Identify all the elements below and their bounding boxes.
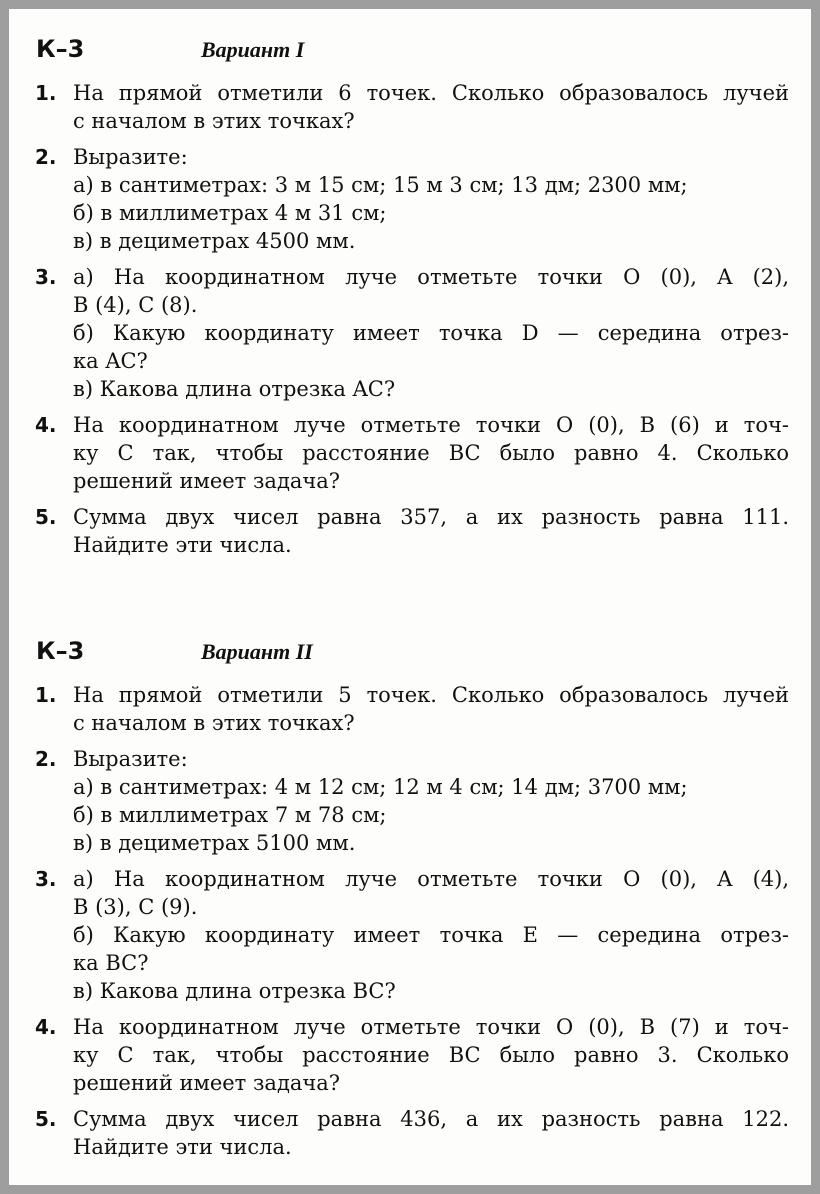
problem-number: 4. xyxy=(35,1015,57,1039)
problem-number: 2. xyxy=(35,747,57,771)
problem-line: б) Какую координату имеет точка E — середина отрез- xyxy=(73,923,789,947)
problem-1 xyxy=(9,681,811,737)
problem-line: Найдите эти числа. xyxy=(73,1135,292,1159)
problem-3 xyxy=(9,263,811,403)
problem-line: в) Какова длина отрезка AC? xyxy=(73,377,396,401)
problem-line: ку C так, чтобы расстояние BC было равно 3. Сколько xyxy=(73,1043,789,1067)
problem-line: б) в миллиметрах 4 м 31 см; xyxy=(73,201,387,225)
problem-line: B (4), C (8). xyxy=(73,293,198,317)
variant-title: Вариант II xyxy=(201,639,313,664)
problem-number: 3. xyxy=(35,265,57,289)
variant-2-section xyxy=(9,629,811,1169)
variant-header xyxy=(9,27,811,79)
problem-2 xyxy=(9,143,811,255)
problem-line: б) Какую координату имеет точка D — середина отрез- xyxy=(73,321,789,345)
test-code: К–3 xyxy=(36,35,85,63)
variant-title: Вариант I xyxy=(201,37,305,62)
problem-line: Выразите: xyxy=(73,145,188,169)
problem-line: б) в миллиметрах 7 м 78 см; xyxy=(73,803,387,827)
problem-line: ку C так, чтобы расстояние BC было равно 4. Сколько xyxy=(73,441,789,465)
problem-5 xyxy=(9,503,811,559)
problem-line: ка BC? xyxy=(73,951,149,975)
problem-number: 5. xyxy=(35,1107,57,1131)
problem-line: в) в дециметрах 4500 мм. xyxy=(73,229,356,253)
problem-line: На прямой отметили 6 точек. Сколько образовалось лучей xyxy=(73,81,789,105)
problem-line: B (3), C (9). xyxy=(73,895,198,919)
problem-number: 3. xyxy=(35,867,57,891)
worksheet-page xyxy=(9,9,811,1185)
problem-line: с началом в этих точках? xyxy=(73,711,355,735)
problem-line: в) в дециметрах 5100 мм. xyxy=(73,831,356,855)
problem-number: 2. xyxy=(35,145,57,169)
problem-2 xyxy=(9,745,811,857)
problem-line: Сумма двух чисел равна 357, а их разность равна 111. xyxy=(73,505,789,529)
problem-number: 1. xyxy=(35,683,57,707)
problem-4 xyxy=(9,411,811,495)
problem-line: а) На координатном луче отметьте точки O (0), A (2), xyxy=(73,265,789,289)
problem-number: 1. xyxy=(35,81,57,105)
problem-5 xyxy=(9,1105,811,1161)
problem-line: Выразите: xyxy=(73,747,188,771)
problem-line: Сумма двух чисел равна 436, а их разность равна 122. xyxy=(73,1107,789,1131)
problem-line: На прямой отметили 5 точек. Сколько образовалось лучей xyxy=(73,683,789,707)
variant-1-section xyxy=(9,27,811,567)
problem-line: а) в сантиметрах: 4 м 12 см; 12 м 4 см; 14 дм; 3700 мм; xyxy=(73,775,688,799)
problem-line: ка AC? xyxy=(73,349,148,373)
problem-line: а) в сантиметрах: 3 м 15 см; 15 м 3 см; 13 дм; 2300 мм; xyxy=(73,173,688,197)
variant-header xyxy=(9,629,811,681)
problem-line: Найдите эти числа. xyxy=(73,533,292,557)
problem-1 xyxy=(9,79,811,135)
problem-4 xyxy=(9,1013,811,1097)
problem-line: На координатном луче отметьте точки O (0), B (6) и точ- xyxy=(73,413,789,437)
problem-line: решений имеет задача? xyxy=(73,469,341,493)
test-code: К–3 xyxy=(36,637,85,665)
problem-line: с началом в этих точках? xyxy=(73,109,355,133)
problem-number: 5. xyxy=(35,505,57,529)
problem-3 xyxy=(9,865,811,1005)
problem-line: а) На координатном луче отметьте точки O (0), A (4), xyxy=(73,867,789,891)
problem-line: На координатном луче отметьте точки O (0), B (7) и точ- xyxy=(73,1015,789,1039)
problem-number: 4. xyxy=(35,413,57,437)
problem-line: решений имеет задача? xyxy=(73,1071,341,1095)
problem-line: в) Какова длина отрезка BC? xyxy=(73,979,396,1003)
